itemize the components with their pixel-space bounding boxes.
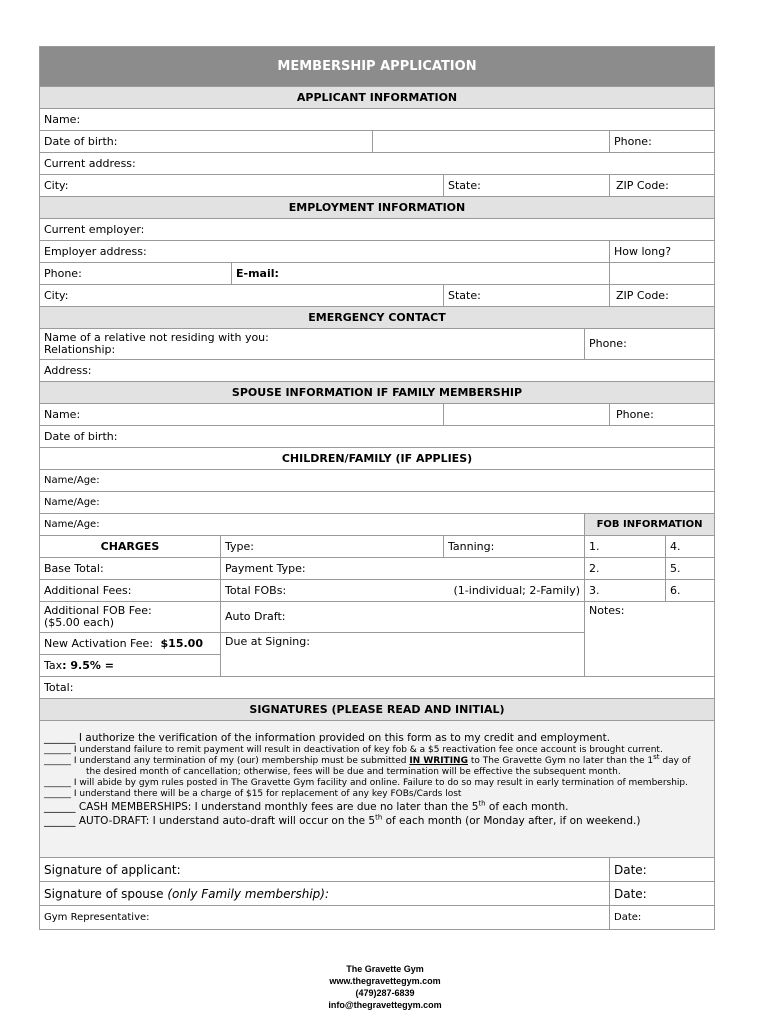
spouse-signature-label: Signature of spouse xyxy=(44,886,168,901)
charges-header: CHARGES xyxy=(40,536,221,558)
emergency-relative-field[interactable] xyxy=(40,329,585,360)
tax-field[interactable] xyxy=(40,655,221,677)
employer-city-field[interactable]: City: xyxy=(40,285,444,307)
fob-slot-1[interactable]: 1. xyxy=(585,536,666,558)
child-name-age-field[interactable]: Name/Age: xyxy=(40,492,715,514)
spouse-phone-field[interactable]: Phone: xyxy=(610,404,715,426)
gym-email: info@thegravettegym.com xyxy=(328,1000,442,1010)
total-field[interactable]: Total: xyxy=(40,677,715,699)
spouse-dob-field[interactable]: Date of birth: xyxy=(40,426,715,448)
term-termination-c: to The Gravette Gym no later than the 1 xyxy=(467,756,654,766)
applicant-zip-field[interactable]: ZIP Code: xyxy=(610,175,715,197)
signatures-header: SIGNATURES (PLEASE READ AND INITIAL) xyxy=(40,699,715,721)
auto-draft-field[interactable]: Auto Draft: xyxy=(221,602,585,633)
term-failure-to-pay: ______ I understand failure to remit payment will result in deactivation of key fob & a $5 reactivation fee once account is brought current. xyxy=(44,745,663,755)
term-auto-sup: th xyxy=(375,813,383,822)
spouse-header: SPOUSE INFORMATION IF FAMILY MEMBERSHIP xyxy=(40,382,715,404)
additional-fob-fee-label: Additional FOB Fee: xyxy=(44,604,152,617)
tax-label: Tax xyxy=(44,658,63,672)
term-auto-a: ______ AUTO-DRAFT: I understand auto-draft will occur on the 5 xyxy=(44,815,376,827)
spouse-signature-field[interactable] xyxy=(40,882,610,906)
applicant-signature-field[interactable]: Signature of applicant: xyxy=(40,858,610,882)
fob-notes-field[interactable]: Notes: xyxy=(585,602,715,677)
new-activation-label: New Activation Fee: xyxy=(44,636,154,650)
term-auto-b: of each month (or Monday after, if on weekend.) xyxy=(382,815,641,827)
employer-zip-field[interactable]: ZIP Code: xyxy=(610,285,715,307)
base-total-field[interactable]: Base Total: xyxy=(40,558,221,580)
fob-slot-3[interactable]: 3. xyxy=(585,580,666,602)
spouse-signature-note: (only Family membership): xyxy=(167,886,329,901)
emergency-header: EMERGENCY CONTACT xyxy=(40,307,715,329)
fob-note: (1-individual; 2-Family) xyxy=(453,583,580,597)
payment-type-field[interactable]: Payment Type: xyxy=(221,558,585,580)
term-fob-replacement: ______ I understand there will be a charge of $15 for replacement of any key FOBs/Cards lost xyxy=(44,789,462,799)
relationship-label: Relationship: xyxy=(44,343,116,356)
term-termination-cont: the desired month of cancellation; otherwise, fees will be due and termination will be effective the subsequent month. xyxy=(86,767,621,777)
employer-address-field[interactable]: Employer address: xyxy=(40,241,610,263)
charges-type-field[interactable]: Type: xyxy=(221,536,444,558)
spouse-name-field[interactable]: Name: xyxy=(40,404,444,426)
total-fobs-label: Total FOBs: xyxy=(225,583,287,597)
applicant-date-field[interactable]: Date: xyxy=(610,858,715,882)
rep-date-field[interactable]: Date: xyxy=(610,906,715,930)
employer-phone-field[interactable]: Phone: xyxy=(40,263,232,285)
term-cash-sup: th xyxy=(478,799,486,808)
employer-state-field[interactable]: State: xyxy=(444,285,610,307)
agreement-terms xyxy=(40,721,715,858)
additional-fob-fee-note: ($5.00 each) xyxy=(44,616,115,629)
spouse-date-field[interactable]: Date: xyxy=(610,882,715,906)
fob-header: FOB INFORMATION xyxy=(585,514,715,536)
term-cash-b: of each month. xyxy=(485,801,569,813)
how-long-field[interactable]: How long? xyxy=(610,241,715,263)
gym-contact-footer xyxy=(0,963,770,1011)
spouse-name-extra[interactable] xyxy=(444,404,610,426)
membership-form xyxy=(39,46,714,930)
applicant-state-field[interactable]: State: xyxy=(444,175,610,197)
term-gym-rules: ______ I will abide by gym rules posted in The Gravette Gym facility and online. Failure to do so may result in early termination of membership. xyxy=(44,778,688,788)
gym-phone: (479)287-6839 xyxy=(355,988,415,998)
employer-field[interactable]: Current employer: xyxy=(40,219,715,241)
term-termination xyxy=(44,753,710,767)
rep-signature-field[interactable]: Gym Representative: xyxy=(40,906,610,930)
term-termination-sup: st xyxy=(653,753,660,761)
term-cash-a: ______ CASH MEMBERSHIPS: I understand monthly fees are due no later than the 5 xyxy=(44,801,479,813)
applicant-city-field[interactable]: City: xyxy=(40,175,444,197)
gym-website: www.thegravettegym.com xyxy=(329,976,441,986)
applicant-phone-field[interactable]: Phone: xyxy=(610,131,715,153)
term-termination-a: ______ I understand any termination of my (our) membership must be submitted xyxy=(44,756,410,766)
employment-header: EMPLOYMENT INFORMATION xyxy=(40,197,715,219)
fob-slot-4[interactable]: 4. xyxy=(666,536,715,558)
applicant-name-field[interactable]: Name: xyxy=(40,109,715,131)
new-activation-fee-field[interactable] xyxy=(40,633,221,655)
applicant-dob-field[interactable]: Date of birth: xyxy=(40,131,373,153)
term-cash-memberships xyxy=(44,800,710,814)
tax-value: : 9.5% = xyxy=(62,658,114,672)
fob-slot-5[interactable]: 5. xyxy=(666,558,715,580)
fob-slot-2[interactable]: 2. xyxy=(585,558,666,580)
due-at-signing-field[interactable]: Due at Signing: xyxy=(221,633,585,677)
child-name-age-field[interactable]: Name/Age: xyxy=(40,514,585,536)
employer-email-field[interactable]: E-mail: xyxy=(232,263,610,285)
fob-slot-6[interactable]: 6. xyxy=(666,580,715,602)
term-verification: ______ I authorize the verification of the information provided on this form as to my credit and employment. xyxy=(44,732,611,744)
form-table xyxy=(39,46,715,930)
relative-label: Name of a relative not residing with you: xyxy=(44,331,269,344)
additional-fees-field[interactable]: Additional Fees: xyxy=(40,580,221,602)
applicant-address-field[interactable]: Current address: xyxy=(40,153,715,175)
term-in-writing: IN WRITING xyxy=(409,756,468,766)
additional-fob-fee-field[interactable] xyxy=(40,602,221,633)
form-title: MEMBERSHIP APPLICATION xyxy=(40,47,715,87)
children-header: CHILDREN/FAMILY (IF APPLIES) xyxy=(40,448,715,470)
child-name-age-field[interactable]: Name/Age: xyxy=(40,470,715,492)
employer-extra-field[interactable] xyxy=(610,263,715,285)
emergency-phone-field[interactable]: Phone: xyxy=(585,329,715,360)
applicant-dob-value[interactable] xyxy=(373,131,610,153)
term-auto-draft xyxy=(44,814,710,828)
total-fobs-field[interactable] xyxy=(221,580,585,602)
charges-tanning-field[interactable]: Tanning: xyxy=(444,536,585,558)
emergency-address-field[interactable]: Address: xyxy=(40,360,715,382)
new-activation-amount: $15.00 xyxy=(160,636,203,650)
term-termination-d: day of xyxy=(659,756,691,766)
applicant-header: APPLICANT INFORMATION xyxy=(40,87,715,109)
gym-name: The Gravette Gym xyxy=(346,964,424,974)
